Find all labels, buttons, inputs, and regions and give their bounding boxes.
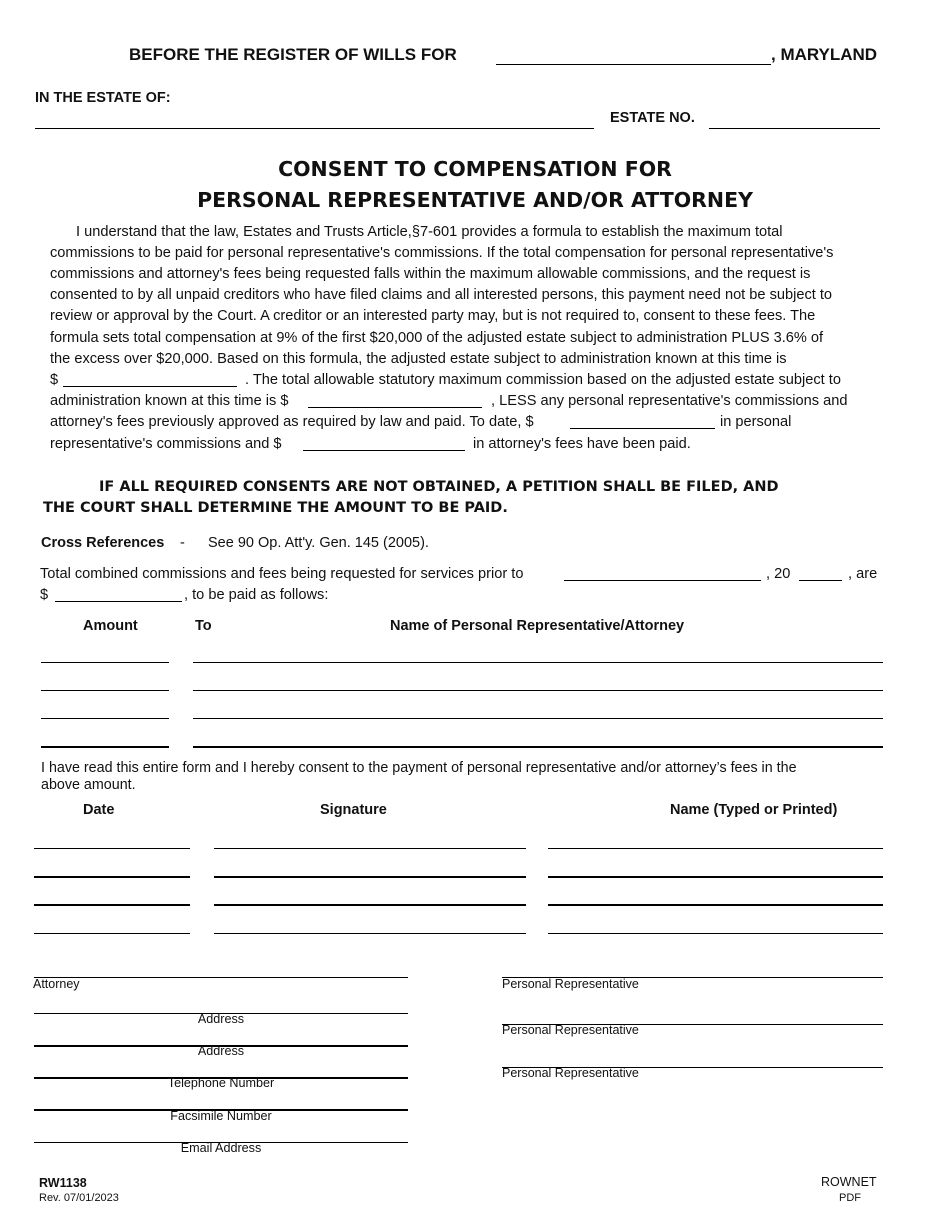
services-prior-date-field[interactable] <box>564 562 761 581</box>
consent-date-field[interactable] <box>34 915 190 934</box>
consent-date-field[interactable] <box>34 830 190 849</box>
request-year-prefix: , 20 <box>766 566 791 582</box>
pr-signature-field[interactable] <box>502 959 883 978</box>
to-column-header: To <box>195 618 212 634</box>
payment-amount-field[interactable] <box>41 672 169 691</box>
adjusted-estate-field[interactable] <box>63 368 237 387</box>
estate-of-label: IN THE ESTATE OF: <box>35 90 171 106</box>
county-field[interactable] <box>496 46 771 65</box>
consent-signature-field[interactable] <box>214 830 526 849</box>
fax-caption: Facsimile Number <box>170 1109 272 1123</box>
max-commission-field[interactable] <box>308 389 482 408</box>
body-line: attorney's fees previously approved as required by law and paid. To date, $ <box>50 414 534 430</box>
address-caption: Address <box>197 1044 245 1058</box>
address-caption: Address <box>197 1012 245 1026</box>
printed-name-column-header: Name (Typed or Printed) <box>670 802 838 818</box>
pr-caption: Personal Representative <box>502 1066 639 1080</box>
consent-date-field[interactable] <box>34 858 190 878</box>
dollar-sign: $ <box>40 587 49 603</box>
estate-no-field[interactable] <box>709 110 880 129</box>
pdf-label: PDF <box>839 1192 861 1204</box>
payment-recipient-field[interactable] <box>193 728 883 748</box>
payment-recipient-field[interactable] <box>193 672 883 691</box>
request-text: Total combined commissions and fees being requested for services prior to <box>40 566 524 582</box>
body-line: review or approval by the Court. A creditor or an interested party may, but is not required to, consent to these fees. The <box>50 308 816 324</box>
consent-printed-name-field[interactable] <box>548 886 883 906</box>
body-line: representative's commissions and $ <box>50 436 282 452</box>
cross-references-label: Cross References <box>41 535 165 551</box>
telephone-caption: Telephone Number <box>167 1076 275 1090</box>
amount-column-header: Amount <box>83 618 138 634</box>
total-requested-field[interactable] <box>55 583 182 602</box>
consent-line2: above amount. <box>41 777 136 793</box>
payment-recipient-field[interactable] <box>193 700 883 719</box>
revision-date: Rev. 07/01/2023 <box>39 1192 119 1204</box>
maryland-label: , MARYLAND <box>771 45 878 64</box>
form-title-line2: PERSONAL REPRESENTATIVE AND/OR ATTORNEY <box>197 188 753 212</box>
attorney-fax-field[interactable] <box>34 1091 408 1111</box>
request-are: , are <box>848 566 878 582</box>
body-line: in attorney's fees have been paid. <box>473 436 691 452</box>
body-line: . The total allowable statutory maximum commission based on the adjusted estate subject to <box>245 372 841 388</box>
estate-name-field[interactable] <box>35 110 594 129</box>
attorney-caption: Attorney <box>33 977 80 991</box>
consent-signature-field[interactable] <box>214 886 526 906</box>
body-line: , LESS any personal representative's commissions and <box>491 393 848 409</box>
rownet-label: ROWNET <box>821 1175 877 1189</box>
attorney-signature-field[interactable] <box>34 959 408 978</box>
form-id: RW1138 <box>39 1176 87 1190</box>
consent-printed-name-field[interactable] <box>548 858 883 878</box>
pr-caption: Personal Representative <box>502 977 639 991</box>
body-line: the excess over $20,000. Based on this formula, the adjusted estate subject to administration known at this time is <box>50 351 787 367</box>
body-line: commissions to be paid for personal representative's commissions. If the total compensation for personal representative's <box>50 245 834 261</box>
body-line: consented to by all unpaid creditors who have filed claims and all interested persons, this payment need not be subject to <box>50 287 833 303</box>
body-line: administration known at this time is $ <box>50 393 289 409</box>
cross-references-text: See 90 Op. Att'y. Gen. 145 (2005). <box>208 535 429 551</box>
pr-caption: Personal Representative <box>502 1023 639 1037</box>
payment-amount-field[interactable] <box>41 700 169 719</box>
signature-column-header: Signature <box>320 802 387 818</box>
body-line: in personal <box>720 414 792 430</box>
name-column-header: Name of Personal Representative/Attorney <box>390 618 685 634</box>
request-tail: , to be paid as follows: <box>184 587 329 603</box>
payment-amount-field[interactable] <box>41 728 169 748</box>
payment-recipient-field[interactable] <box>193 644 883 663</box>
body-line: formula sets total compensation at 9% of the first $20,000 of the adjusted estate subject to administration PLUS 3.6% of <box>50 330 824 346</box>
attorney-fees-paid-field[interactable] <box>303 432 465 451</box>
warning-line2: THE COURT SHALL DETERMINE THE AMOUNT TO BE PAID. <box>43 500 508 516</box>
consent-printed-name-field[interactable] <box>548 830 883 849</box>
consent-date-field[interactable] <box>34 886 190 906</box>
body-line: commissions and attorney's fees being requested falls within the maximum allowable commissions, and the request is <box>50 266 811 282</box>
consent-printed-name-field[interactable] <box>548 915 883 934</box>
services-prior-year-field[interactable] <box>799 562 842 581</box>
dollar-sign: $ <box>50 372 59 388</box>
cross-references-dash: - <box>180 535 185 551</box>
pr-commissions-paid-field[interactable] <box>570 410 715 429</box>
warning-line1: IF ALL REQUIRED CONSENTS ARE NOT OBTAINED, A PETITION SHALL BE FILED, AND <box>99 479 779 495</box>
body-line: I understand that the law, Estates and Trusts Article,§7-601 provides a formula to establish the maximum total <box>76 224 783 240</box>
payment-amount-field[interactable] <box>41 644 169 663</box>
register-heading: BEFORE THE REGISTER OF WILLS FOR <box>129 45 457 64</box>
consent-line1: I have read this entire form and I hereby consent to the payment of personal representative and/or attorney’s fees in the <box>41 760 797 776</box>
consent-signature-field[interactable] <box>214 858 526 878</box>
email-caption: Email Address <box>180 1141 262 1155</box>
date-column-header: Date <box>83 802 115 818</box>
form-title-line1: CONSENT TO COMPENSATION FOR <box>278 157 672 181</box>
consent-signature-field[interactable] <box>214 915 526 934</box>
estate-no-label: ESTATE NO. <box>610 110 695 126</box>
